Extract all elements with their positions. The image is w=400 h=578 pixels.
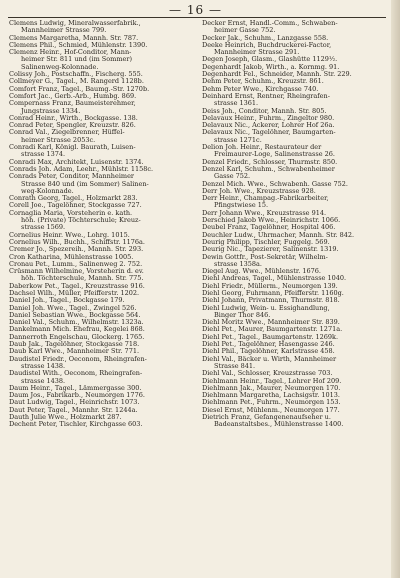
directory-entry: Diehl Val., Bäcker u. Wirth, Mannheimer [202,355,337,363]
directory-entry-continuation: strasse 1358a. [214,260,262,268]
book-spine-shadow [391,0,400,578]
directory-entry: Diehlmann Jak., Maurer, Neumorgen 170. [202,384,341,392]
directory-entry: Conrads Joh. Adam, Leehr., Mühlstr. 1158c. [9,165,154,173]
directory-entry: Deurig Philipp, Tischler, Fuggelg. 569. [202,238,330,246]
directory-entry: Dannerroth Engelschau, Glockerg. 1765. [9,333,145,341]
directory-entry-continuation: strasse 1271c. [214,136,262,144]
directory-entry: Diehl Ludwig, Wein- u. Essighandlung, [202,304,330,312]
directory-entry: Daniel Val., Schuhm., Wilhelmstr. 1323a. [9,319,144,327]
directory-entry-continuation: Pfingstwiese 15. [214,202,269,210]
directory-entry-continuation: höh. (Private) Töchterschule; Kreuz- [21,217,141,225]
directory-entry: Derschied Jakob Wwe., Heinrichstr. 1066. [202,217,341,225]
directory-entry-continuation: heimer Str. 811 und (im Sommer) [21,56,132,64]
directory-entry: Daub Jak., Tagelöhner, Stockgasse 718. [9,341,140,349]
directory-entry: Delavaux Nic., Tagelöhner, Baumgarten- [202,129,336,137]
directory-entry: Conrath Georg, Tagel., Holzmarkt 283. [9,195,138,203]
directory-entry: Diehl Pet., Maurer, Baumgartenstr. 1271a. [202,326,343,334]
directory-entry-continuation: strasse 1438. [21,377,66,385]
directory-entry: Denzel Mich. Wwe., Schwabenh. Gasse 752. [202,180,348,188]
directory-entry-continuation: Jungstrasse 1334. [21,107,81,115]
directory-entry: Deuchler Ludw., Uhrmacher, Mannh. Str. 842. [202,231,355,239]
directory-entry: Dehm Peter, Schuhm., Kreuzstr. 861. [202,78,324,86]
directory-entry: Crüsmann Wilhelmine, Vorsteherin d. ev. [9,268,144,276]
directory-entry: Degenhardt Fel., Schneider, Mannh. Str. 229. [202,71,352,79]
directory-entry-continuation: höh. Töchterschule, Mannh. Str. 775. [21,275,144,283]
directory-entry: Clemenz Heinr., Hof-Conditor, Mann- [9,49,132,57]
directory-entry: Cronau Pet., Lumm., Salinenweg 2. 752. [9,260,143,268]
directory-entry: Conrads Peter, Conditor, Mannheimer [9,173,135,181]
directory-entry-continuation: strasse 1569. [21,224,66,232]
directory-entry-continuation: Mannheimer Strasse 799. [21,27,107,35]
directory-entry-continuation: Freimaurer-Loge, Salinenstrasse 26. [214,151,335,159]
directory-entry: Dauth Julie Wwe., Holzmarkt 287. [9,414,122,422]
directory-entry: Derr Joh. Wwe., Kreuzstrasse 928. [202,187,316,195]
directory-entry-continuation: heimer Gasse 752. [214,27,276,35]
directory-entry: Dietrich Franz, Gefangenenaufseher u. [202,414,331,422]
directory-entry: Clemens Phil., Schmied, Mühlenstr. 1390. [9,41,148,49]
directory-entry: Conrad Val., Ziegelbrenner, Hüffel- [9,129,125,137]
directory-entry: Delavaux Nic., Ackerer, Lohrer Hof 26a. [202,122,335,130]
directory-entry-continuation: weg-Kolonnade. [21,187,74,195]
directory-entry: Colissy Joh., Postschaffn., Fischerg. 555. [9,71,143,79]
directory-entry: Derr Johann Wwe., Kreuzstrasse 914. [202,209,327,217]
directory-entry: Degenhardt Jakob, Wirth., a. Kornmg. 91. [202,63,340,71]
directory-entry: Comfort Franz, Tagel., Baumg.-Str. 1270b. [9,85,150,93]
page-header [0,0,391,20]
page-number: — 16 — [169,3,222,17]
directory-entry: Conrad Peter, Spengler, Kreuzstr. 826. [9,122,136,130]
directory-entry: Diehl Johann, Privatmann, Thurmstr. 818. [202,297,340,305]
directory-entry: Daum Heinr., Tagel., Lämmergasse 300. [9,384,142,392]
directory-entry: Collmeyer G., Tagel., M. Rangerd 1128b. [9,78,144,86]
directory-entry: Diehl Pet., Tagel., Baumgartenstr. 1269k. [202,333,339,341]
directory-entry: Diehl Phil., Tagelöhner, Karlstrasse 458. [202,348,335,356]
directory-entry: Daniel Joh., Tagel., Bockgasse 179. [9,297,125,305]
directory-entry: Dewin Gottfr., Post-Sekretär, Wilhelm- [202,253,328,261]
directory-entry: Cremer Jo., Spezereih., Mannh. Str. 293. [9,246,144,254]
directory-entry: Cornelius Wilh., Buchh., Schiffstr. 1176a. [9,238,145,246]
directory-entry: Dehm Peter Wwe., Kirchgasse 740. [202,85,319,93]
directory-entry: Conradi Karl, Königl. Baurath, Luisen- [9,144,136,152]
directory-entry: Diehl Pet., Tagelöhner, Hasengasse 246. [202,341,335,349]
directory-entry-continuation: heimer Strasse 2053c. [21,136,96,144]
directory-entry: Diehl Val., Schlosser, Kreuzstrasse 703. [202,370,333,378]
directory-entry: Deurig Nic., Tapezierer, Salinenstr. 1319. [202,246,339,254]
directory-entry: Cron Katharina, Mühlenstrasse 1005. [9,253,134,261]
directory-entry: Cornaglia Maria, Vorsteherin e. kath. [9,209,133,217]
directory-entry: Diehlmann Pet., Fuhrm., Neumorgen 153. [202,399,341,407]
directory-entry: Daudistel Friedr., Oeconom, Rheingrafen- [9,355,147,363]
directory-entry: Deiss Joh., Conditor, Mannh. Str. 805. [202,107,327,115]
directory-entry: Derr Heinr., Champag.-Fabrikarbeiter, [202,195,329,203]
directory-entry: Denzel Friedr., Schlosser, Thurmstr. 850. [202,158,338,166]
directory-entry: Daut Peter, Tagel., Mannhr. Str. 1244a. [9,406,138,414]
directory-entry: Corell Joe., Tagelöhner, Stockgasse 727. [9,202,142,210]
directory-entry: Diehl Friedr., Müllerm., Neumorgen 139. [202,282,338,290]
directory-entry: Cornelius Heinr. Wwe., Lohrg. 1015. [9,231,130,239]
directory-entry: Daberkow Pet., Tagel., Kreuzstrasse 916. [9,282,145,290]
directory-entry: Daub Karl Wwe., Mannheimer Str. 771. [9,348,140,356]
directory-entry: Daniel Joh. Wwe., Tagel., Zwingel 526. [9,304,137,312]
directory-entry-continuation: Salinenweg-Kolonnade. [21,63,99,71]
directory-entry: Decker Ernst, Handl.-Comm., Schwaben- [202,20,338,27]
directory-entry: Daudistel With., Oeconom, Rheingrafen- [9,370,143,378]
directory-entry: Dachsel Wilh., Müller, Pfeifferstr. 1202. [9,289,140,297]
directory-entry: Denzel Karl, Schuhm., Schwabenheimer [202,165,335,173]
left-column [9,20,195,429]
directory-entry: Clemens Ludwig, Mineralwasserfabrik., [9,20,141,27]
directory-entry-continuation: Strasse 841. [214,362,256,370]
directory-entry: Diehl Andreas, Tagel., Mühlenstrasse 1040. [202,275,347,283]
directory-entry: Diehlmann Margaretha, Lachsigstr. 1013. [202,392,340,400]
directory-entry-continuation: strasse 1374. [21,151,66,159]
directory-entry: Degen Joseph, Glasm., Glashütte 1129½. [202,56,338,64]
directory-entry: Decker Jak., Schuhm., Lanzgasse 558. [202,34,329,42]
directory-entry: Diegel Aug. Wwe., Mühlenstr. 1676. [202,268,321,276]
right-column [202,20,388,429]
directory-entry: Delion Joh. Heinr., Restaurateur der [202,144,322,152]
directory-entry: Dankelmann Mich. Ehefrau, Kegelei 868. [9,326,145,334]
directory-entry: Daut Ludwig, Tagel., Heinrichstr. 1073. [9,399,140,407]
directory-entry-continuation: Gasse 752. [214,173,251,181]
directory-entry-continuation: strasse 1361. [214,100,259,108]
directory-entry: Dechent Peter, Tischler, Kirchgasse 603. [9,421,143,429]
directory-entry: Daniel Sebastian Wwe., Bockgasse 564. [9,311,141,319]
directory-entry: Compernass Franz, Baumeisterehmer, [9,100,136,108]
directory-entry: Diehlmann Heinr., Tagel., Lohrer Hof 209. [202,377,342,385]
directory-entry-continuation: strasse 1438. [21,362,66,370]
directory-entry-continuation: Badeanstaltsbes., Mühlenstrasse 1400. [214,421,344,429]
directory-entry: Deinhard Ernst, Rentner, Rheingrafen- [202,92,330,100]
directory-entry: Deubel Franz, Tagelöhner, Hospital 406. [202,224,336,232]
directory-entry: Deeke Heinrich, Buchdruckerei-Factor, [202,41,332,49]
directory-entry: Conrad Heinr., Wirth., Bockgasse. 138. [9,114,138,122]
directory-entry: Diesel Ernst, Mühlenm., Neumorgen 177. [202,406,340,414]
directory-entry: Daum Jos., Fabrikarb., Neumorgen 1776. [9,392,145,400]
directory-entry: Conradi Max, Architekt, Luisenstr. 1374. [9,158,144,166]
directory-entry: Diehl Georg, Fuhrmann, Pfeifferstr. 1160g. [202,289,344,297]
directory-entry: Clemens Margaretha, Mannh. Str. 787. [9,34,139,42]
directory-entry: Delavaux Heinr., Fuhrm., Zingeltor 980. [202,114,335,122]
directory-entry-continuation: Strasse 840 und (im Sommer) Salinen- [21,180,149,188]
directory-entry: Diehl Moritz Wwe., Mannheimer Str. 839. [202,319,340,327]
directory-entry-continuation: Binger Thor 846. [214,311,271,319]
header-rule [8,17,386,18]
directory-entry-continuation: Mannheimer Strasse 291. [214,49,300,57]
directory-entry: Comfort Jac., Gerb.-Arb., Humbg. 869. [9,92,137,100]
